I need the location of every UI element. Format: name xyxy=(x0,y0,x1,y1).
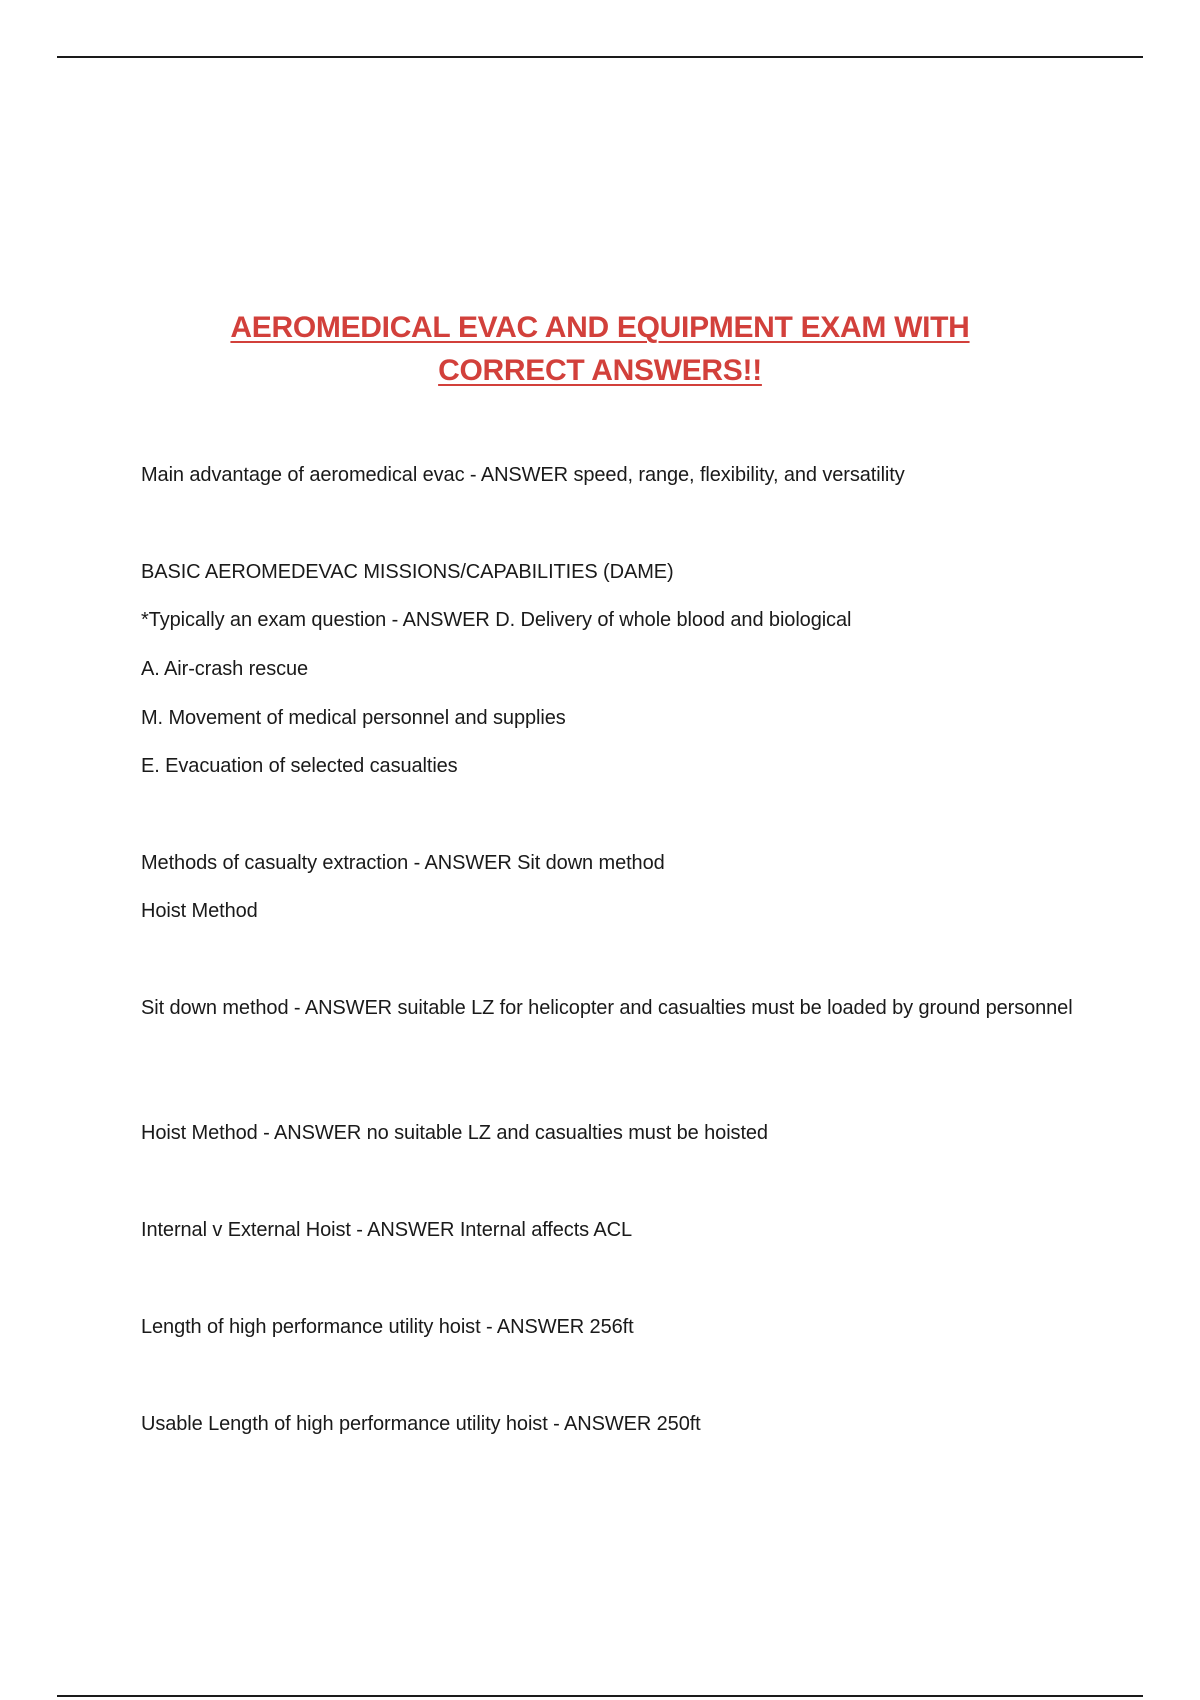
qa-main-advantage: Main advantage of aeromedical evac - ANSWER speed, range, flexibility, and versatility xyxy=(141,464,905,486)
qa-hoist-length: Length of high performance utility hoist - ANSWER 256ft xyxy=(141,1316,634,1338)
list-item-a: A. Air-crash rescue xyxy=(141,658,309,680)
qa-usable-hoist-length: Usable Length of high performance utility hoist - ANSWER 250ft xyxy=(141,1413,701,1435)
qa-extraction-methods: Methods of casualty extraction - ANSWER Sit down method xyxy=(141,852,665,874)
top-rule xyxy=(57,56,1143,58)
document-title xyxy=(150,306,1050,392)
section-heading-dame: BASIC AEROMEDEVAC MISSIONS/CAPABILITIES (DAME) xyxy=(141,561,674,583)
title-line-2: CORRECT ANSWERS!! xyxy=(438,354,762,387)
list-item-e: E. Evacuation of selected casualties xyxy=(141,755,458,777)
qa-internal-external-hoist: Internal v External Hoist - ANSWER Internal affects ACL xyxy=(141,1219,633,1241)
title-line-1: AEROMEDICAL EVAC AND EQUIPMENT EXAM WITH xyxy=(230,311,970,344)
qa-extraction-hoist: Hoist Method xyxy=(141,900,258,922)
bottom-rule xyxy=(57,1695,1143,1697)
qa-hoist-method: Hoist Method - ANSWER no suitable LZ and casualties must be hoisted xyxy=(141,1122,768,1144)
qa-dame-d: *Typically an exam question - ANSWER D. Delivery of whole blood and biological xyxy=(141,609,852,631)
qa-sit-down-method: Sit down method - ANSWER suitable LZ for helicopter and casualties must be loaded by ground personnel xyxy=(141,997,1073,1019)
list-item-m: M. Movement of medical personnel and supplies xyxy=(141,707,566,729)
